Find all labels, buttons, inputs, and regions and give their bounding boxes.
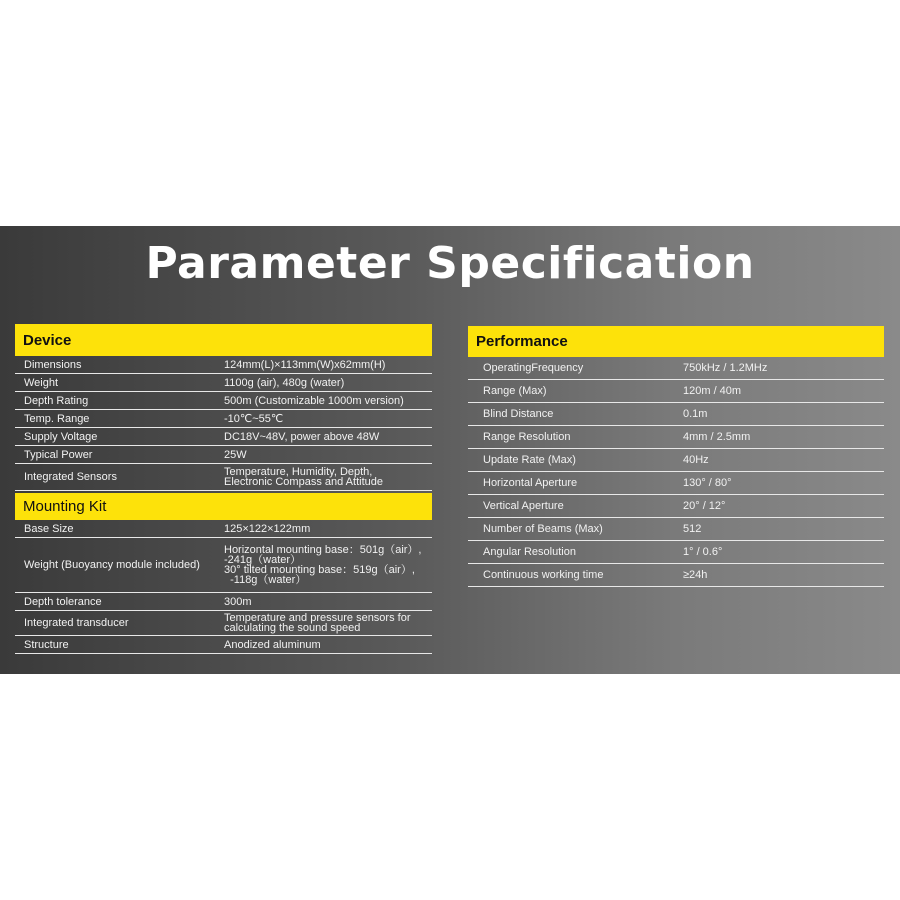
row-key: Continuous working time — [483, 569, 604, 581]
row-key: Structure — [24, 638, 69, 651]
row-value: 750kHz / 1.2MHz — [683, 362, 768, 374]
row-key: Supply Voltage — [24, 430, 98, 443]
row-key: Depth Rating — [24, 394, 89, 407]
table-row — [468, 449, 884, 472]
table-row — [15, 428, 432, 446]
device-heading — [15, 324, 432, 356]
row-value: 25W — [224, 448, 247, 461]
table-row — [15, 356, 432, 374]
mounting-kit-heading-label: Mounting Kit — [23, 498, 107, 515]
table-row — [468, 380, 884, 403]
row-key: Range (Max) — [483, 385, 547, 397]
row-value: 500m (Customizable 1000m version) — [224, 394, 404, 407]
table-row — [468, 541, 884, 564]
row-value — [224, 467, 432, 487]
row-key: Number of Beams (Max) — [483, 523, 603, 535]
table-row — [468, 472, 884, 495]
row-key: Depth tolerance — [24, 595, 102, 608]
row-value: 40Hz — [683, 454, 709, 466]
table-row — [468, 403, 884, 426]
row-value: 300m — [224, 595, 252, 608]
row-key: Base Size — [24, 522, 74, 535]
row-value-line: calculating the sound speed — [224, 622, 361, 634]
performance-heading — [468, 326, 884, 357]
row-value — [224, 545, 432, 585]
row-value: 1° / 0.6° — [683, 546, 723, 558]
row-key: Vertical Aperture — [483, 500, 564, 512]
table-row — [15, 374, 432, 392]
table-row — [468, 495, 884, 518]
table-row — [15, 410, 432, 428]
row-value-line: Temperature, Humidity, Depth, — [224, 466, 373, 478]
row-value-line: -241g（water） — [224, 554, 302, 566]
performance-table — [468, 357, 884, 587]
row-value: Anodized aluminum — [224, 638, 321, 651]
device-table — [15, 356, 432, 491]
performance-heading-label: Performance — [476, 333, 568, 350]
row-key: Weight — [24, 376, 59, 389]
row-value: 1100g (air), 480g (water) — [224, 376, 345, 389]
row-key: Blind Distance — [483, 408, 554, 420]
row-value: 120m / 40m — [683, 385, 742, 397]
row-key: Integrated Sensors — [24, 471, 117, 483]
row-key: Update Rate (Max) — [483, 454, 576, 466]
row-value-line: -118g（water） — [224, 574, 307, 586]
row-value: 0.1m — [683, 408, 708, 420]
row-value: 20° / 12° — [683, 500, 726, 512]
row-key: OperatingFrequency — [483, 362, 584, 374]
row-key: Angular Resolution — [483, 546, 576, 558]
row-value: 130° / 80° — [683, 477, 732, 489]
mounting-kit-table — [15, 520, 432, 654]
row-value: DC18V~48V, power above 48W — [224, 430, 380, 443]
row-value: 512 — [683, 523, 702, 535]
table-row — [15, 392, 432, 410]
table-row — [15, 611, 432, 636]
row-value: 125×122×122mm — [224, 522, 311, 535]
table-row — [468, 357, 884, 380]
table-row — [15, 636, 432, 654]
table-row — [15, 464, 432, 491]
table-row — [15, 593, 432, 611]
table-row — [468, 426, 884, 449]
row-key: Typical Power — [24, 448, 93, 461]
table-row — [15, 520, 432, 538]
table-row — [468, 518, 884, 541]
row-key: Range Resolution — [483, 431, 571, 443]
row-value: ≥24h — [683, 569, 708, 581]
row-key: Dimensions — [24, 358, 82, 371]
row-value-line: Horizontal mounting base：501g（air）, — [224, 544, 422, 556]
table-row — [15, 538, 432, 593]
table-row — [15, 446, 432, 464]
row-key: Weight (Buoyancy module included) — [24, 559, 200, 571]
row-value — [224, 613, 432, 633]
row-key: Horizontal Aperture — [483, 477, 578, 489]
row-value-line: 30° tilted mounting base：519g（air）, — [224, 564, 415, 576]
table-row — [468, 564, 884, 587]
device-heading-label: Device — [23, 331, 72, 349]
row-value-line: Electronic Compass and Attitude — [224, 476, 383, 488]
row-value-line: Temperature and pressure sensors for — [224, 612, 411, 624]
row-value: -10℃~55℃ — [224, 413, 284, 425]
mounting-kit-heading — [15, 493, 432, 520]
page-title: Parameter Specification — [145, 238, 755, 289]
row-key: Integrated transducer — [24, 617, 129, 629]
row-value: 124mm(L)×113mm(W)x62mm(H) — [224, 358, 386, 371]
row-value: 4mm / 2.5mm — [683, 431, 751, 443]
row-key: Temp. Range — [24, 412, 90, 425]
